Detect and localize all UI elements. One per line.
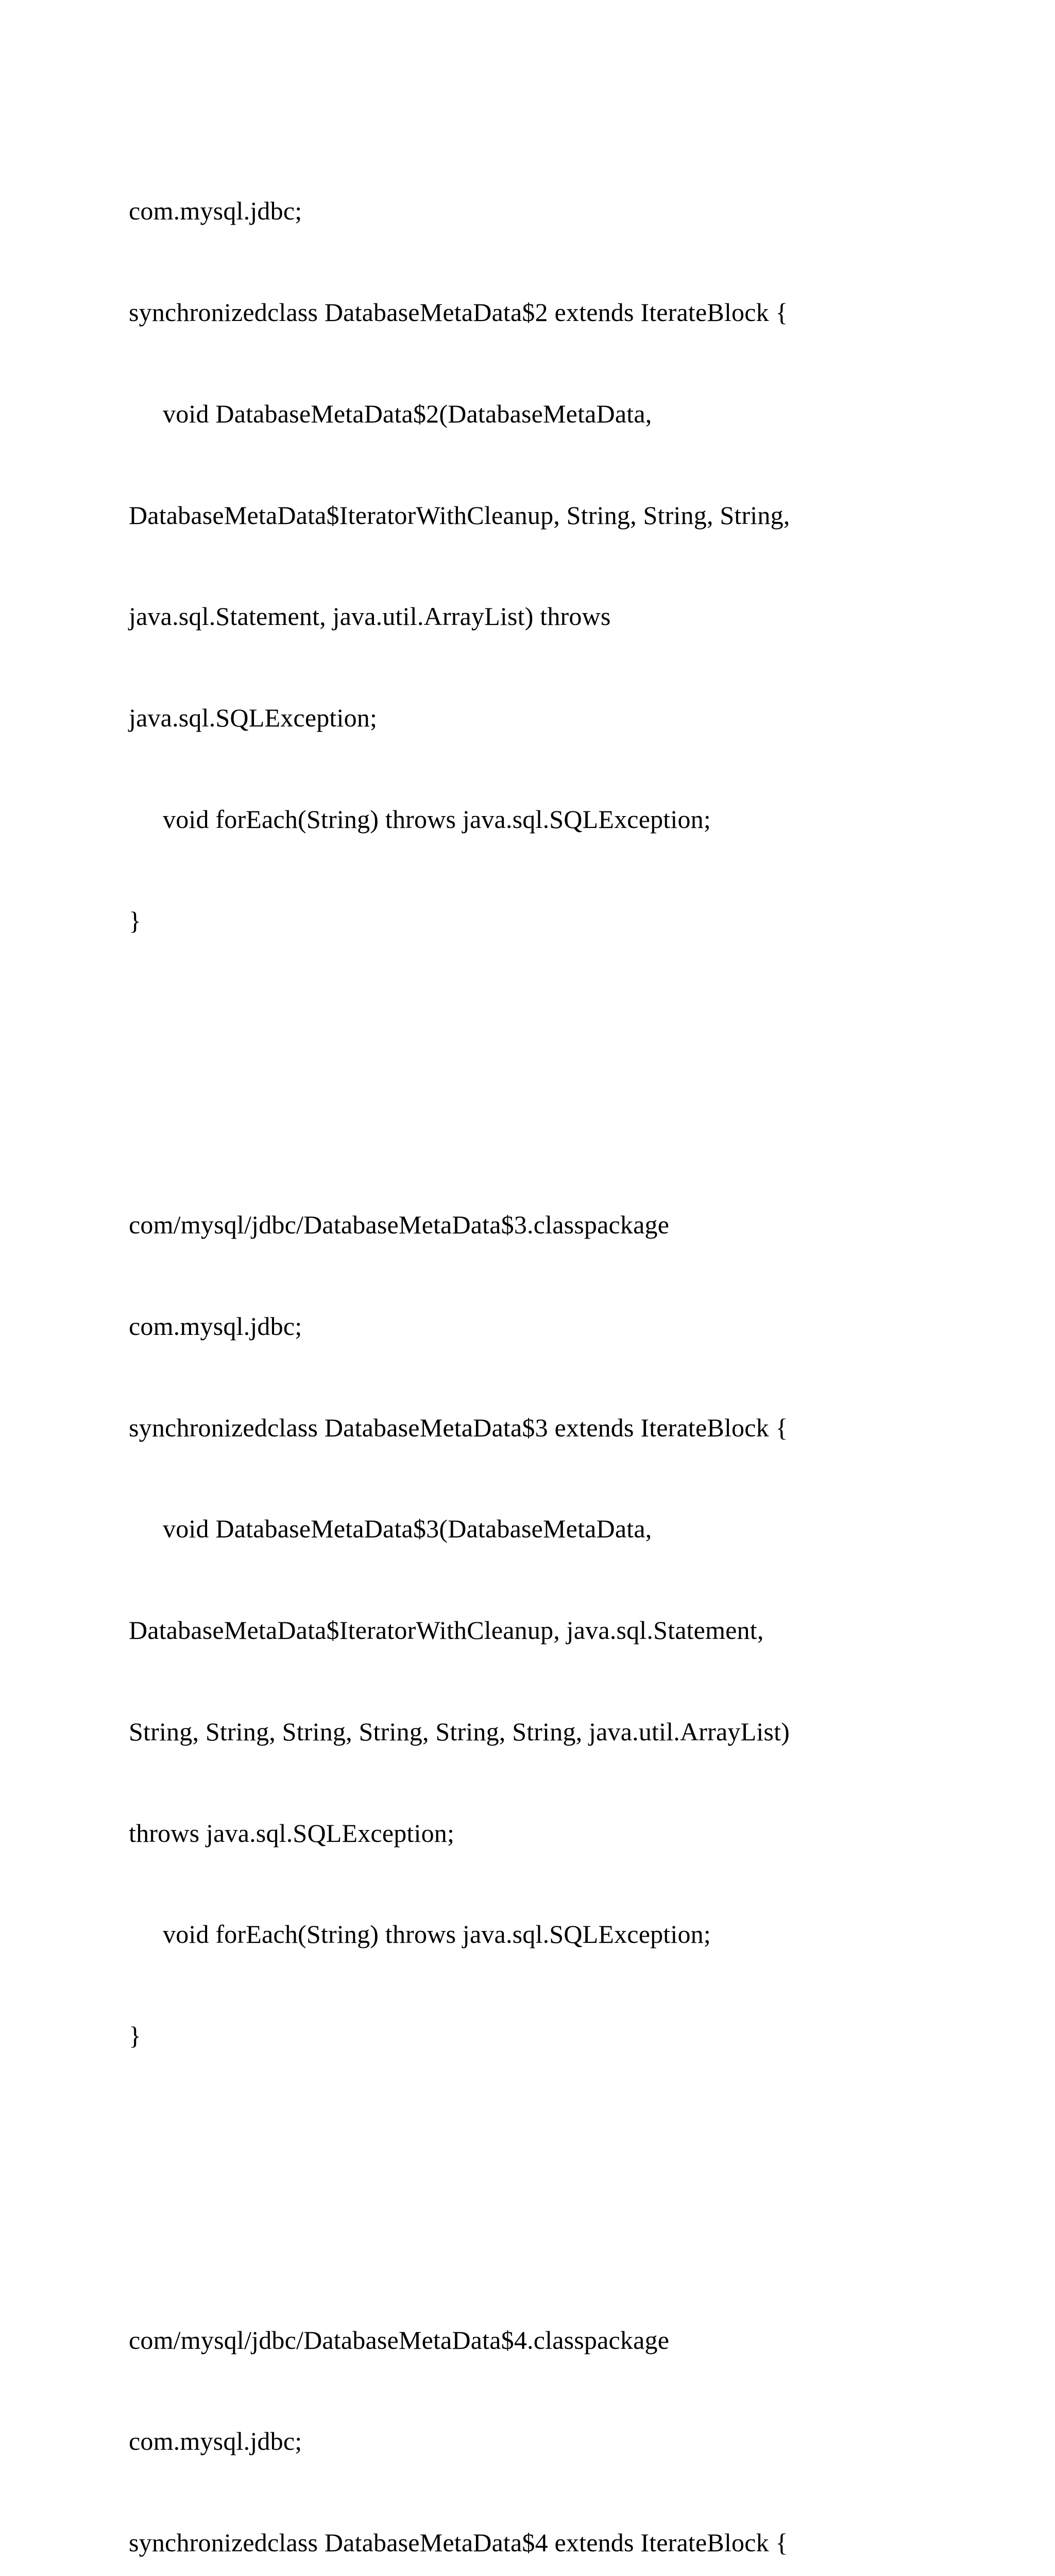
text-line: void DatabaseMetaData$3(DatabaseMetaData, (163, 1514, 652, 1544)
blank-line (129, 1107, 1005, 1141)
text-line: com.mysql.jdbc; (129, 196, 302, 226)
blank-line (129, 2222, 1005, 2256)
text-line: synchronizedclass DatabaseMetaData$2 extends IterateBlock { (129, 297, 788, 327)
text-line: java.sql.SQLException; (129, 703, 378, 733)
text-line: com/mysql/jdbc/DatabaseMetaData$3.classpackage (129, 1210, 670, 1239)
text-line: throws java.sql.SQLException; (129, 1818, 455, 1848)
text-line: void forEach(String) throws java.sql.SQLException; (163, 804, 711, 834)
text-line: void DatabaseMetaData$2(DatabaseMetaData, (163, 399, 652, 428)
text-line: synchronizedclass DatabaseMetaData$4 extends IterateBlock { (129, 2528, 788, 2557)
text-line: DatabaseMetaData$IteratorWithCleanup, String, String, String, (129, 500, 790, 530)
text-line: void forEach(String) throws java.sql.SQLException; (163, 1920, 711, 1949)
text-line: com.mysql.jdbc; (129, 1311, 302, 1341)
text-line: String, String, String, String, String, String, java.util.ArrayList) (129, 1717, 790, 1746)
blank-line (129, 1005, 1005, 1039)
text-line: synchronizedclass DatabaseMetaData$3 extends IterateBlock { (129, 1413, 788, 1442)
text-line: java.sql.Statement, java.util.ArrayList) throws (129, 602, 611, 631)
text-line: } (129, 906, 142, 935)
text-line: com/mysql/jdbc/DatabaseMetaData$4.classpackage (129, 2325, 670, 2354)
text-line: } (129, 2021, 142, 2050)
text-line: DatabaseMetaData$IteratorWithCleanup, java.sql.Statement, (129, 1616, 764, 1645)
blank-line (129, 2121, 1005, 2155)
text-line: com.mysql.jdbc; (129, 2427, 302, 2456)
code-listing (129, 127, 1005, 2576)
